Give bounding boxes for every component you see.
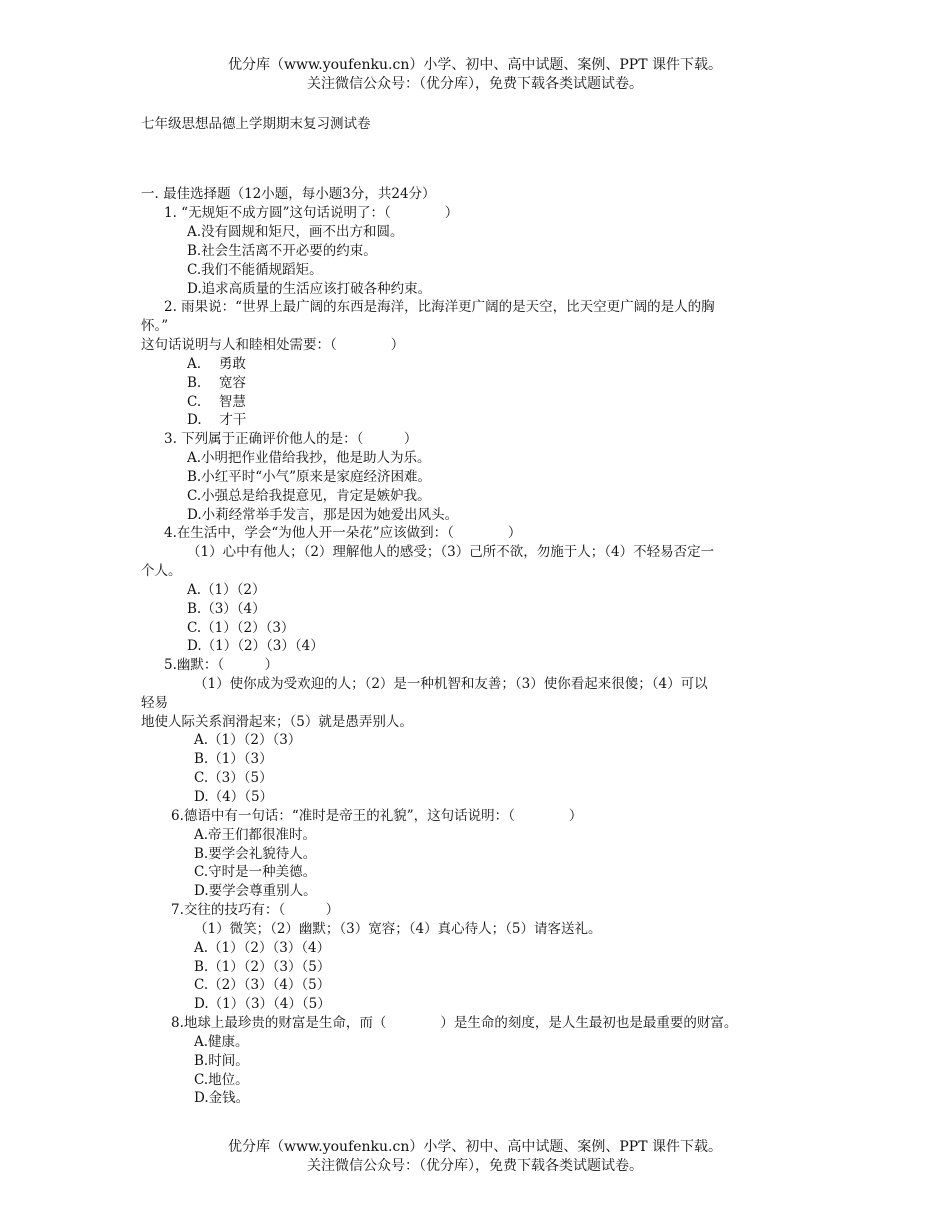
question-4-items: （1）心中有他人；（2）理解他人的感受；（3）己所不欲，勿施于人；（4）不轻易否定一 — [187, 544, 715, 560]
question-5-option-d: D.（4）（5） — [194, 789, 274, 805]
header-line-2: 关注微信公众号：（优分库），免费下载各类试题试卷。 — [307, 76, 643, 92]
footer-line-1: 优分库（www.youfenku.cn）小学、初中、高中试题、案例、PPT 课件下载。 — [227, 1139, 722, 1155]
question-3-option-c: C.小强总是给我提意见，肯定是嫉妒我。 — [187, 488, 431, 504]
question-6-option-b: B.要学会礼貌待人。 — [194, 846, 317, 862]
question-5-items: （1）使你成为受欢迎的人；（2）是一种机智和友善；（3）使你看起来很傻；（4）可以 — [194, 676, 708, 692]
question-4-stem: 4.在生活中，学会“为他人开一朵花”应该做到：（ ） — [164, 525, 522, 541]
header-line-1: 优分库（www.youfenku.cn）小学、初中、高中试题、案例、PPT 课件下载。 — [227, 57, 722, 73]
question-4-items-continued: 个人。 — [141, 563, 182, 579]
question-2-prompt: 这句话说明与人和睦相处需要：（ ） — [141, 337, 405, 353]
question-7-option-d: D.（1）（3）（4）（5） — [194, 996, 331, 1012]
footer-line-2: 关注微信公众号：（优分库），免费下载各类试题试卷。 — [307, 1158, 643, 1174]
question-8-option-d: D.金钱。 — [194, 1090, 250, 1106]
question-7-option-c: C.（2）（3）（4）（5） — [194, 977, 331, 993]
question-3-option-d: D.小莉经常举手发言，那是因为她爱出风头。 — [187, 507, 459, 523]
question-4-option-d: D.（1）（2）（3）（4） — [187, 638, 324, 654]
document-title: 七年级思想品德上学期期末复习测试卷 — [141, 116, 371, 132]
question-2-stem: 2. 雨果说：“世界上最广阔的东西是海洋，比海洋更广阔的是天空，比天空更广阔的是人的胸 — [164, 299, 715, 315]
question-8-option-a: A.健康。 — [194, 1034, 249, 1050]
question-4-option-a: A.（1）（2） — [187, 582, 266, 598]
question-1-option-d: D.追求高质量的生活应该打破各种约束。 — [187, 281, 432, 297]
question-3-option-b: B.小红平时“小气”原来是家庭经济困难。 — [187, 469, 432, 485]
question-8-option-c: C.地位。 — [194, 1072, 249, 1088]
question-5-option-b: B.（1）（3） — [194, 751, 273, 767]
question-5-option-c: C.（3）（5） — [194, 770, 273, 786]
question-1-stem: 1. “无规矩不成方圆”这句话说明了：（ ） — [164, 205, 459, 221]
question-1-option-b: B.社会生活离不开必要的约束。 — [187, 243, 377, 259]
question-1-option-a: A.没有圆规和矩尺，画不出方和圆。 — [187, 224, 404, 240]
question-3-option-a: A.小明把作业借给我抄，他是助人为乐。 — [187, 450, 431, 466]
question-2-option-d: D. 才干 — [187, 412, 247, 428]
question-4-option-c: C.（1）（2）（3） — [187, 620, 295, 636]
question-2-option-b: B. 宽容 — [187, 375, 247, 391]
question-6-option-c: C.守时是一种美德。 — [194, 864, 317, 880]
question-1-option-c: C.我们不能循规蹈矩。 — [187, 262, 323, 278]
question-3-stem: 3. 下列属于正确评价他人的是：（ ） — [164, 431, 418, 447]
question-2-stem-continued: 怀。” — [141, 318, 169, 334]
question-2-option-a: A. 勇敢 — [187, 356, 246, 372]
question-7-option-a: A.（1）（2）（3）（4） — [194, 940, 331, 956]
question-6-stem: 6.德语中有一句话：“准时是帝王的礼貌”，这句话说明：（ ） — [171, 808, 583, 824]
question-5-stem: 5.幽默：（ ） — [164, 657, 279, 673]
question-6-option-a: A.帝王们都很准时。 — [194, 827, 317, 843]
question-5-items-continued: 轻易 — [141, 695, 168, 711]
question-7-option-b: B.（1）（2）（3）（5） — [194, 959, 331, 975]
section-heading: 一. 最佳选择题（12小题，每小题3分，共24分） — [141, 186, 436, 202]
question-8-option-b: B.时间。 — [194, 1053, 249, 1069]
question-5-items-end: 地使人际关系润滑起来；（5）就是愚弄别人。 — [141, 714, 413, 730]
question-5-option-a: A.（1）（2）（3） — [194, 732, 302, 748]
question-6-option-d: D.要学会尊重别人。 — [194, 883, 317, 899]
question-7-items: （1）微笑；（2）幽默；（3）宽容；（4）真心待人；（5）请客送礼。 — [194, 921, 602, 937]
question-8-stem: 8.地球上最珍贵的财富是生命，而（ ）是生命的刻度，是人生最初也是最重要的财富。 — [171, 1015, 738, 1031]
question-2-option-c: C. 智慧 — [187, 394, 246, 410]
question-4-option-b: B.（3）（4） — [187, 601, 266, 617]
question-7-stem: 7.交往的技巧有：（ ） — [171, 902, 340, 918]
